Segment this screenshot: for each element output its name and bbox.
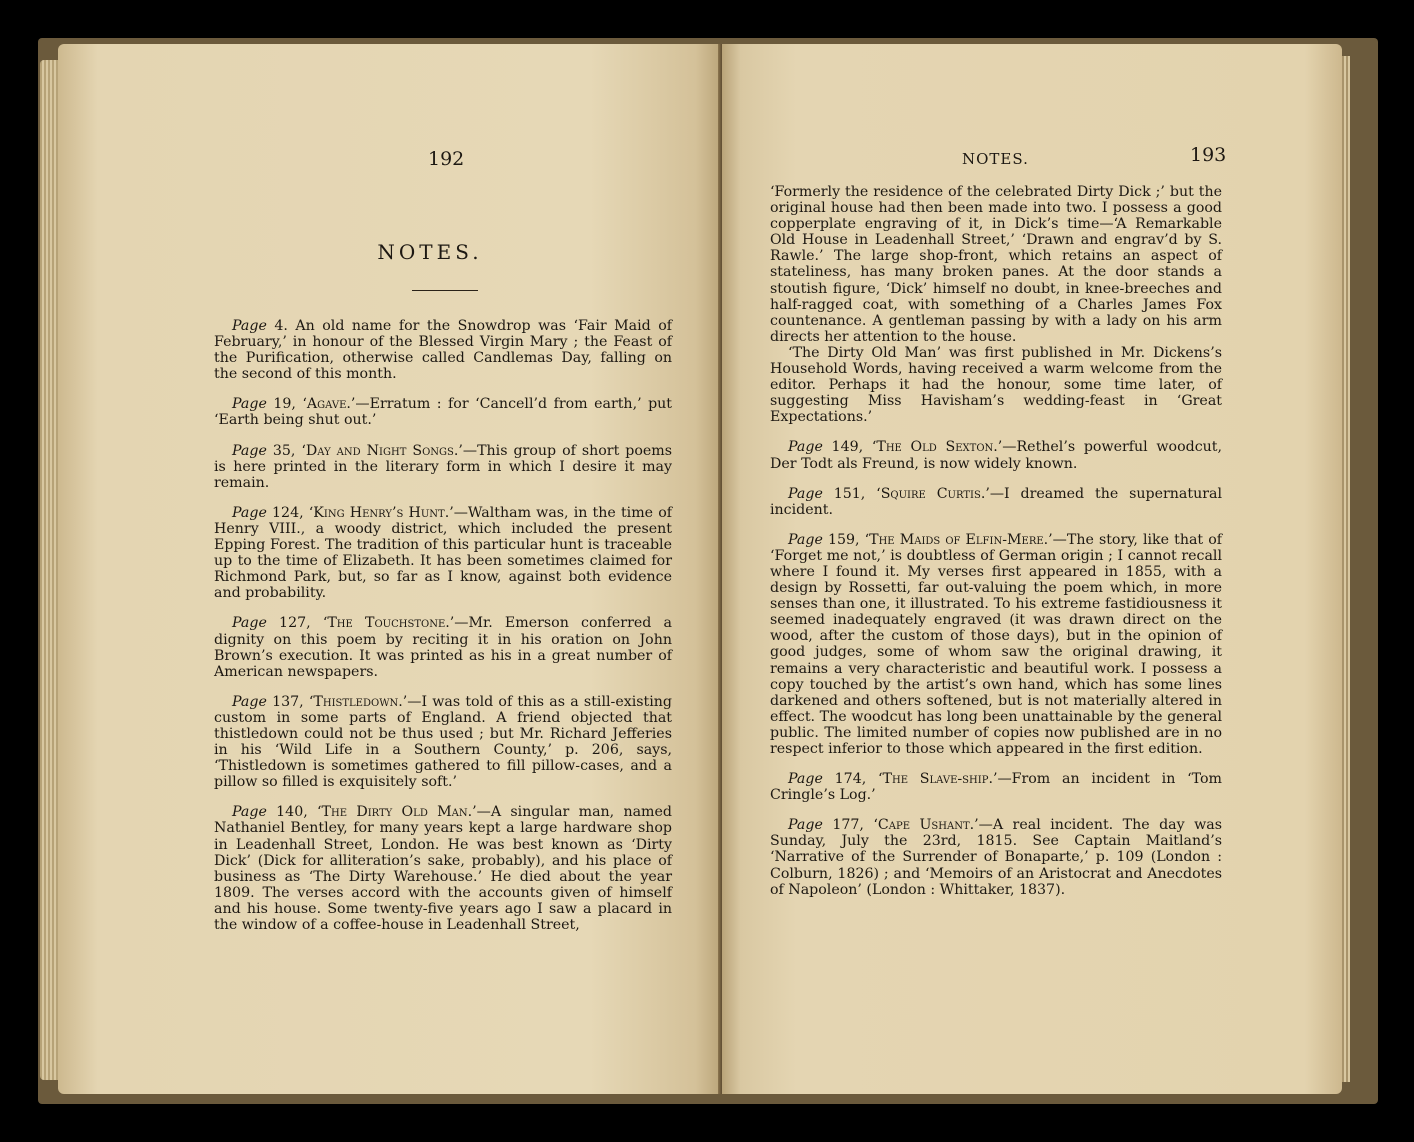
note-paragraph (214, 804, 672, 933)
note-page-ref: 177, ‘ (822, 817, 878, 834)
right-notes (770, 184, 1222, 912)
left-page (58, 44, 722, 1094)
note-page-ref: 127, ‘ (266, 615, 328, 632)
note-title: The Slave-ship (882, 771, 989, 788)
note-paragraph (214, 396, 672, 428)
note-page-ref: 4. (266, 318, 288, 334)
note-page-word: Page (788, 817, 823, 834)
continuation-paragraph: ‘Formerly the residence of the celebrated Dirty Dick ;’ but the original house had then been made into two. I possess a good copperplate engraving of it, in Dick’s time—‘A Remarkable Old House in Leadenhall Street,’ ‘Drawn and engrav’d by S. Rawle.’ The large shop-front, which retains an aspect of stateliness, has many broken panes. At the door stands a stoutish figure, ‘Dick’ himself no doubt, in knee-breeches and half-ragged coat, with something of a Charles James Fox countenance. A gentleman passing by with a lady on his arm directs her attention to the house. (770, 184, 1222, 345)
note-title: Thistledown (313, 693, 399, 710)
note-text: .’—I was told of this as a still-existing custom in some parts of England. A friend objected that thistledown could not be thus used ; but Mr. Richard Jefferies in his ‘Wild Life in a Southern County,’ p. 206, says, ‘Thistledown is sometimes gathered to fill pillow-cases, and a pillow so filled is exquisitely soft.’ (214, 693, 672, 791)
note-paragraph (214, 694, 672, 791)
note-text: .’—A singular man, named Nathaniel Bentley, for many years kept a large hardware shop in Leadenhall Street, London. He was best known as ‘Dirty Dick’ (Dick for alliteration’s sake, probably), and his place of business as ‘The Dirty Warehouse.’ He died about the year 1809. The verses accord with the accounts given of himself and his house. Some twenty-five years ago I saw a placard in the window of a coffee-house in Leadenhall Street, (214, 804, 672, 933)
note-paragraph (770, 486, 1222, 518)
note-text: .’—A real incident. The day was Sunday, July the 23rd, 1815. See Captain Maitland’s ‘Narrative of the Surrender of Bonaparte,’ p. 109 (London : Colburn, 1826) ; and ‘Memoirs of an Aristocrat and Anecdotes of Napoleon’ (London : Whittaker, 1837). (770, 817, 1222, 898)
note-page-ref: 19, ‘ (266, 396, 307, 413)
note-page-word: Page (232, 804, 267, 821)
right-page (722, 44, 1342, 1094)
note-text: .’—Erratum : for ‘Cancell’d from earth,’ put ‘Earth being shut out.’ (214, 396, 672, 429)
note-page-ref: 151, ‘ (822, 485, 881, 502)
note-title: King Henry’s Hunt (313, 504, 445, 521)
note-title: The Touchstone (327, 615, 446, 632)
note-text: .’—I dreamed the supernatural incident. (770, 485, 1222, 518)
note-text: .’—The story, like that of ‘Forget me not,’ is doubtless of German origin ; I cannot recall where I found it. My verses first appeared in 1855, with a design by Rossetti, far out-valuing the poem which, in more senses than one, it illustrated. To his extreme fastidiousness it seemed inadequately engraved (it was drawn direct on the wood, after the custom of those days), but in the opinion of good judges, some of whom saw the original drawing, it remains a very characteristic and beautiful work. I possess a copy touched by the artist’s own hand, which has some lines darkened and others softened, but is not materially altered in effect. The woodcut has long been unattainable by the general public. The limited number of copies now published are in no respect inferior to those which appeared in the first edition. (770, 531, 1222, 757)
note-paragraph (770, 439, 1222, 471)
note-page-ref: 35, ‘ (266, 442, 306, 459)
note-text: .’—Waltham was, in the time of Henry VIII., a woody district, which included the present Epping Forest. The tradition of this particular hunt is traceable up to the time of Elizabeth. It has been sometimes claimed for Richmond Park, but, so far as I know, against both evidence and probability. (214, 504, 672, 602)
note-text: .’—This group of short poems is here printed in the literary form in which I desire it may remain. (214, 442, 673, 491)
note-text: .’—From an incident in ‘Tom Cringle’s Log.’ (770, 771, 1222, 804)
note-page-word: Page (788, 531, 823, 548)
note-title: Agave (306, 396, 347, 413)
note-title: The Old Sexton (876, 439, 994, 456)
note-paragraph (214, 318, 672, 382)
note-page-word: Page (232, 615, 267, 632)
note-text: An old name for the Snowdrop was ‘Fair Maid of February,’ in honour of the Blessed Virgin Mary ; the Feast of the Purification, otherwise called Candlemas Day, falling on the second of this month. (214, 318, 673, 383)
running-head: NOTES. (962, 150, 1029, 168)
note-page-ref: 159, ‘ (822, 531, 870, 548)
note-page-word: Page (788, 439, 823, 456)
note-paragraph (770, 771, 1222, 803)
note-paragraph (770, 817, 1222, 897)
continuation-paragraph-2: ‘The Dirty Old Man’ was first published in Mr. Dickens’s Household Words, having received a warm welcome from the editor. Perhaps it had the honour, some time later, of suggesting Miss Havisham’s wedding-feast in ‘Great Expectations.’ (770, 344, 1222, 426)
note-title: The Maids of Elfin-Mere (869, 531, 1044, 548)
note-page-word: Page (788, 771, 823, 788)
left-notes (214, 318, 672, 947)
note-page-word: Page (232, 504, 267, 521)
note-paragraph (214, 443, 672, 491)
note-page-ref: 140, ‘ (266, 804, 322, 821)
note-page-word: Page (232, 396, 267, 413)
note-text: .’—Rethel’s powerful woodcut, Der Todt als Freund, is now widely known. (770, 439, 1222, 472)
notes-heading: NOTES. (377, 240, 483, 264)
left-page-number: 192 (428, 148, 465, 170)
note-paragraph (214, 615, 672, 679)
note-title: The Dirty Old Man (321, 804, 468, 821)
note-page-ref: 149, ‘ (822, 439, 877, 456)
note-page-ref: 124, ‘ (266, 504, 314, 521)
note-page-ref: 137, ‘ (266, 693, 314, 710)
note-title: Cape Ushant (877, 817, 970, 834)
note-paragraph (214, 505, 672, 602)
note-text: .’—Mr. Emerson conferred a dignity on this poem by reciting it in his oration on John Brown’s execution. It was printed as his in a great number of American newspapers. (214, 615, 672, 680)
note-page-ref: 174, ‘ (822, 771, 883, 788)
note-page-word: Page (788, 485, 823, 502)
note-page-word: Page (232, 318, 267, 334)
note-page-word: Page (232, 442, 267, 459)
note-paragraph (770, 532, 1222, 757)
note-title: Squire Curtis (880, 485, 981, 502)
note-title: Day and Night Songs (305, 442, 454, 459)
note-page-word: Page (232, 693, 267, 710)
heading-rule (412, 290, 478, 291)
right-page-number: 193 (1190, 144, 1227, 166)
